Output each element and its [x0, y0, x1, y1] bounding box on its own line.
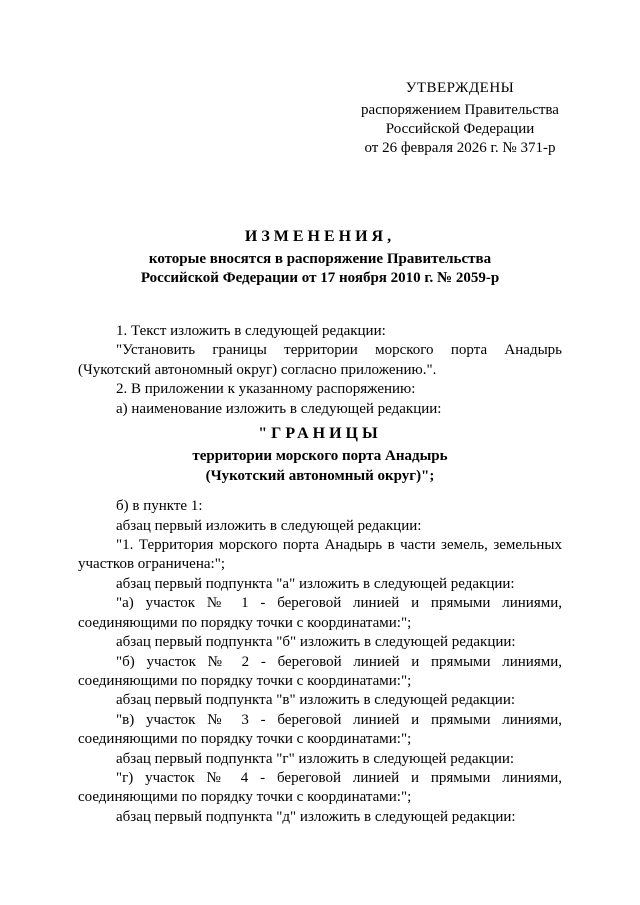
paragraph: абзац первый подпункта "а" изложить в следующей редакции:	[116, 575, 515, 592]
heading-line: которые вносятся в распоряжение Правительства	[148, 251, 492, 267]
approval-block	[340, 79, 580, 158]
boundaries-subtitle	[78, 447, 562, 486]
heading-title: ИЗМЕНЕНИЯ,	[244, 228, 396, 245]
paragraph: "в) участок № 3 - береговой линией и прямыми линиями, соединяющими по порядку точки с координатами:";	[78, 711, 562, 748]
paragraph: абзац первый подпункта "д" изложить в следующей редакции:	[116, 808, 516, 825]
paragraph: б) в пункте 1:	[116, 498, 203, 515]
paragraph: "б) участок № 2 - береговой линией и прямыми линиями, соединяющими по порядку точки с координатами:";	[78, 653, 562, 689]
paragraph: 1. Текст изложить в следующей редакции:	[116, 323, 386, 339]
heading-line: Российской Федерации от 17 ноября 2010 г. № 2059-р	[140, 270, 500, 286]
document-body	[78, 322, 562, 827]
approval-line: распоряжением Правительства	[361, 102, 559, 118]
boundaries-line: территории морского порта Анадырь	[192, 448, 448, 465]
paragraph: "а) участок № 1 - береговой линией и прямыми линиями, соединяющими по порядку точки с координатами:";	[78, 595, 562, 631]
document-heading	[0, 227, 640, 288]
paragraph: а) наименование изложить в следующей редакции:	[116, 400, 442, 417]
paragraph: абзац первый изложить в следующей редакции:	[116, 517, 422, 534]
paragraph: абзац первый подпункта "г" изложить в следующей редакции:	[116, 750, 515, 767]
paragraph: абзац первый подпункта "в" изложить в следующей редакции:	[116, 692, 516, 709]
boundaries-title: "ГРАНИЦЫ	[258, 425, 382, 443]
boundaries-line: (Чукотский автономный округ)";	[205, 467, 435, 484]
paragraph: "г) участок № 4 - береговой линией и прямыми линиями, соединяющими по порядку точки с координатами:";	[78, 769, 562, 806]
paragraph: "Установить границы территории морского порта Анадырь (Чукотский автономный округ) согласно приложению.".	[78, 342, 562, 378]
paragraph: абзац первый подпункта "б" изложить в следующей редакции:	[116, 634, 516, 651]
approval-title: УТВЕРЖДЕНЫ	[405, 80, 515, 96]
paragraph: 2. В приложении к указанному распоряжению:	[116, 381, 416, 398]
approval-line: от 26 февраля 2026 г. № 371-р	[364, 140, 556, 156]
approval-line: Российской Федерации	[385, 121, 535, 137]
paragraph: "1. Территория морского порта Анадырь в части земель, земельных участков ограничена:";	[78, 537, 562, 573]
